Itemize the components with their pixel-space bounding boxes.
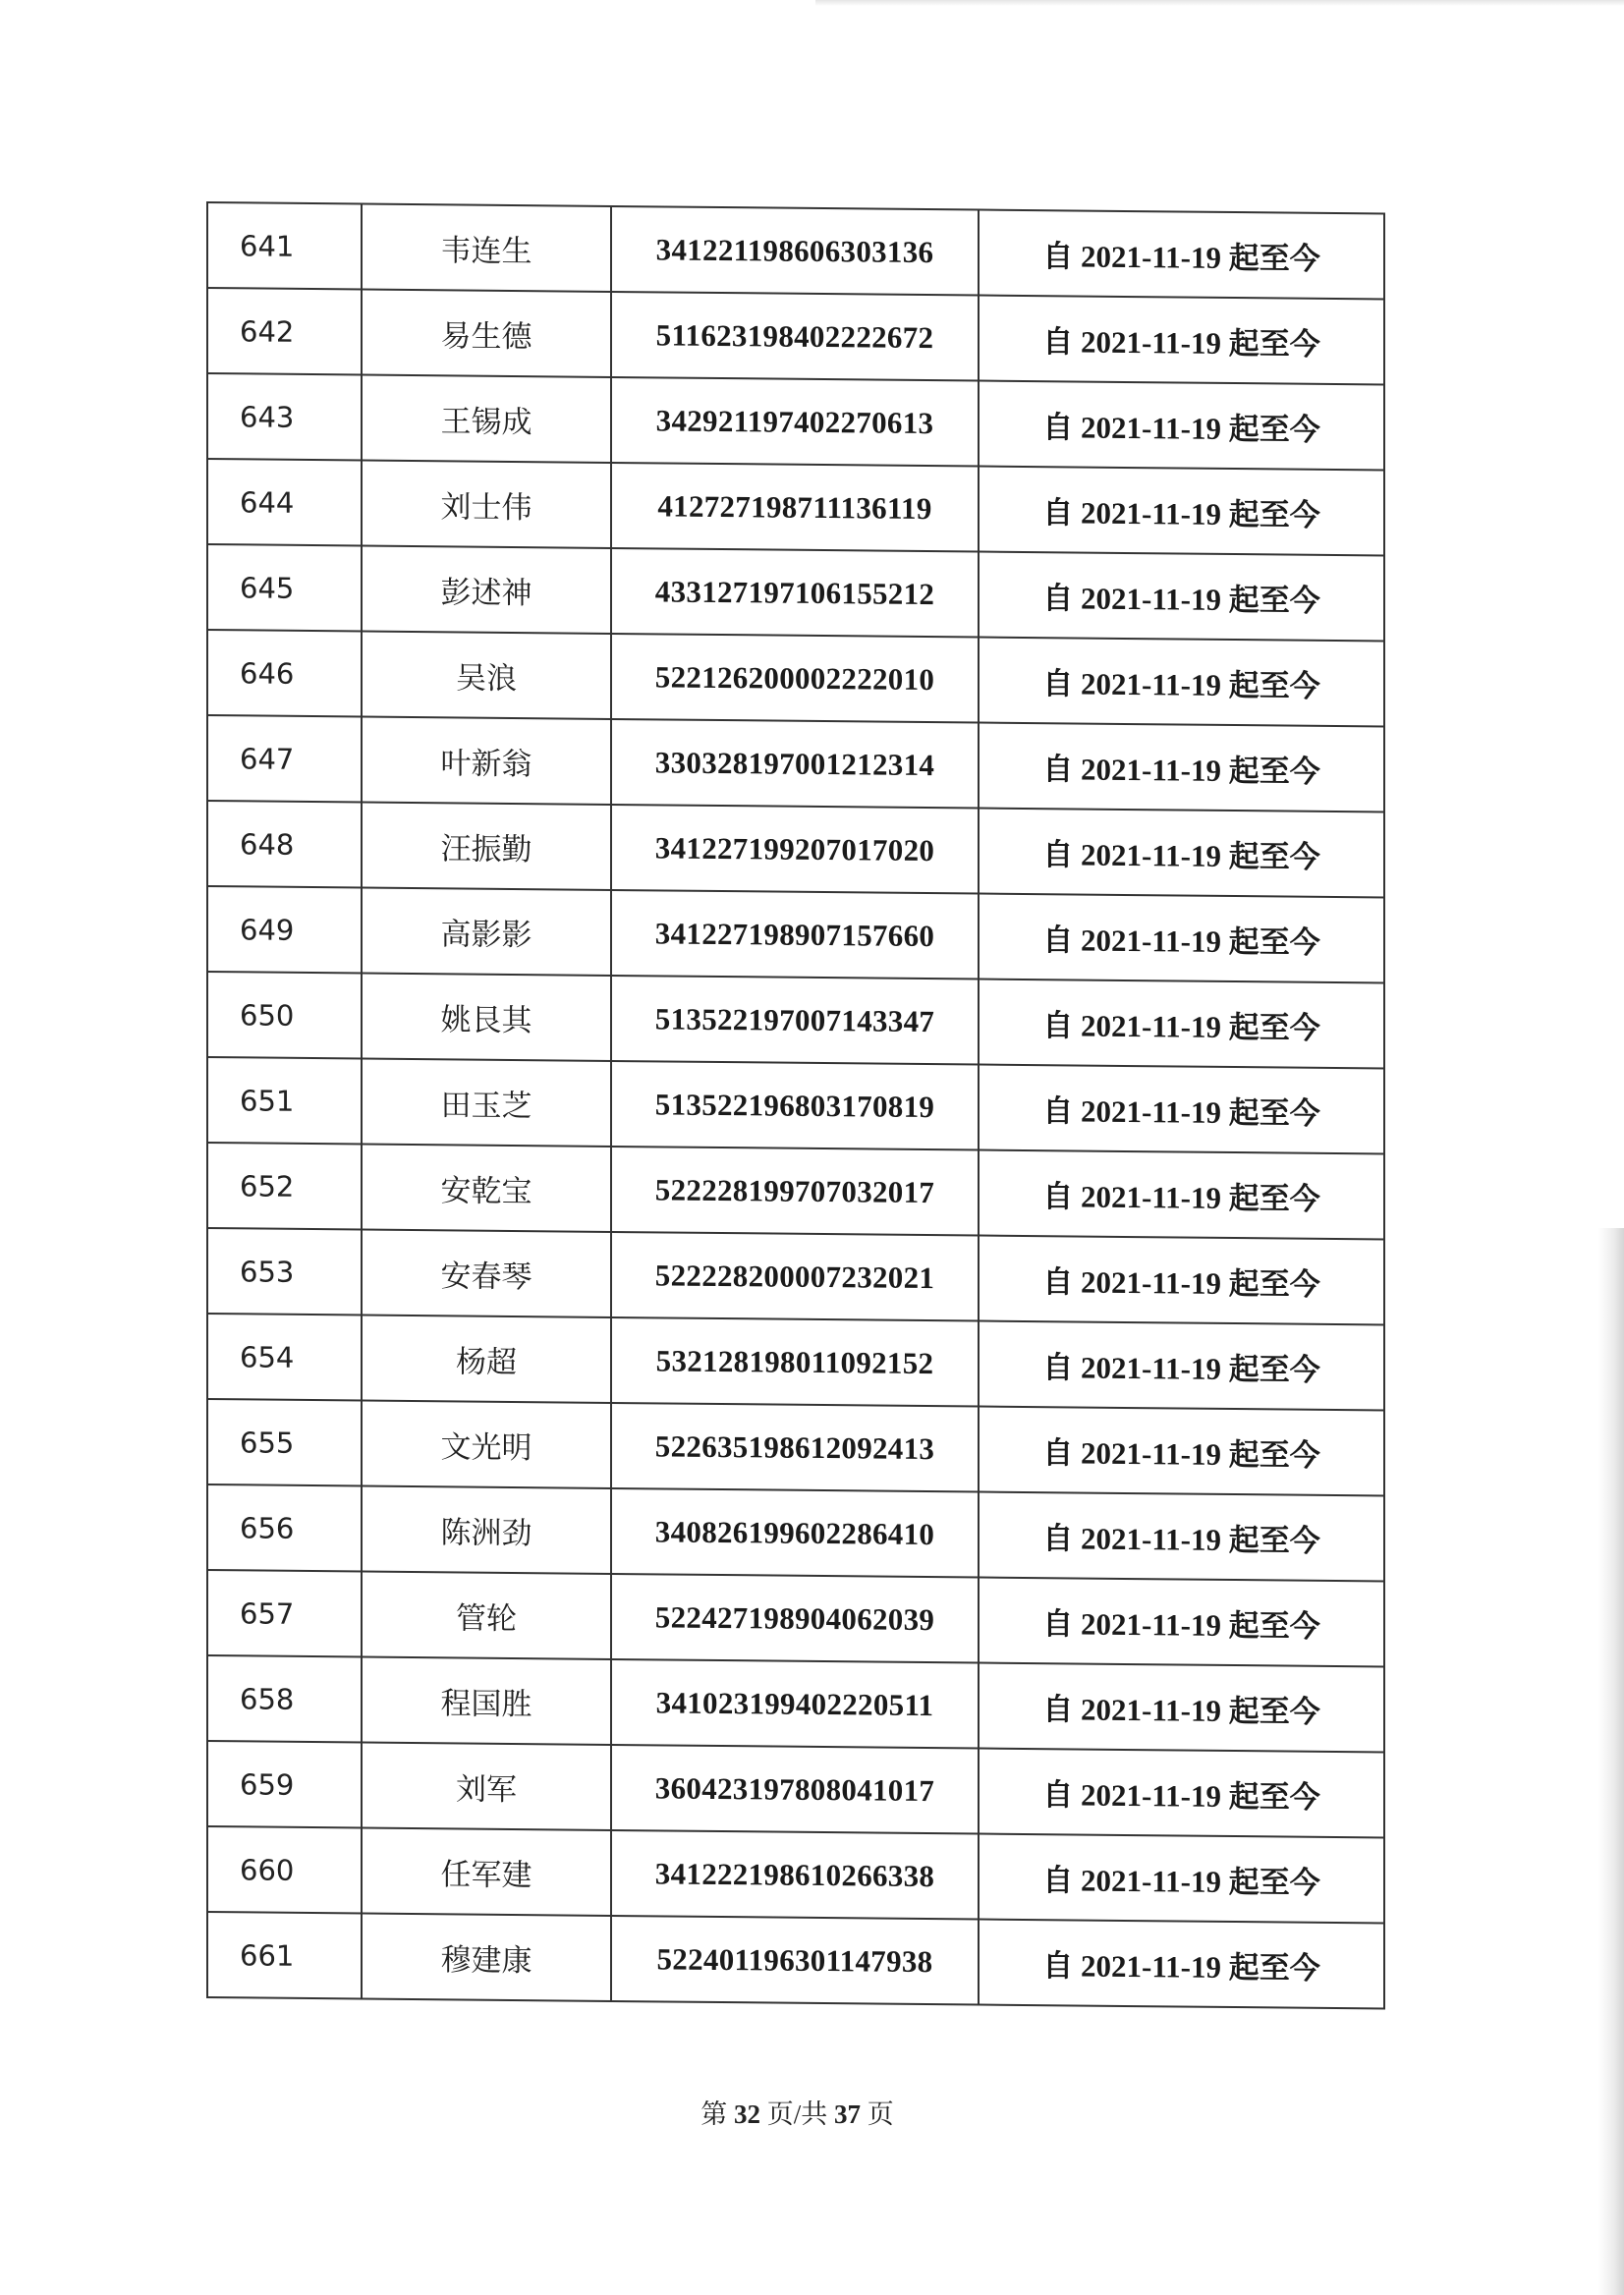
- table-row: [207, 1655, 1384, 1753]
- table-row: [207, 1057, 1384, 1154]
- person-name: 穆建康: [362, 1914, 611, 2001]
- validity-period: 自 2021-11-19 起至今: [979, 1407, 1384, 1496]
- table-row: [207, 972, 1384, 1069]
- person-name: 任军建: [362, 1828, 611, 1916]
- person-name: 彭述神: [362, 546, 611, 634]
- table-row: [207, 715, 1384, 812]
- current-page-number: 32: [733, 2099, 760, 2129]
- validity-period: 自 2021-11-19 起至今: [979, 1834, 1384, 1924]
- row-index: 644: [207, 459, 362, 546]
- person-name: 安乾宝: [362, 1145, 611, 1232]
- person-name: 高影影: [362, 888, 611, 976]
- page-footer: [0, 2093, 1609, 2131]
- row-index: 654: [207, 1314, 362, 1401]
- row-index: 657: [207, 1570, 362, 1657]
- record-table-body: [207, 202, 1384, 2009]
- validity-period: 自 2021-11-19 起至今: [979, 552, 1384, 642]
- id-number: 341221198606303136: [611, 206, 979, 296]
- person-name: 易生德: [362, 290, 611, 377]
- validity-period: 自 2021-11-19 起至今: [979, 1150, 1384, 1240]
- validity-period: 自 2021-11-19 起至今: [979, 1749, 1384, 1838]
- footer-middle: 页/共: [759, 2099, 834, 2129]
- footer-suffix: 页: [861, 2099, 894, 2129]
- table-row: [207, 1912, 1384, 2009]
- validity-period: 自 2021-11-19 起至今: [979, 723, 1384, 812]
- id-number: 412727198711136119: [611, 463, 979, 552]
- row-index: 651: [207, 1057, 362, 1145]
- id-number: 522427198904062039: [611, 1574, 979, 1663]
- row-index: 660: [207, 1826, 362, 1914]
- table-row: [207, 1484, 1384, 1582]
- table-row: [207, 886, 1384, 983]
- row-index: 648: [207, 801, 362, 888]
- person-name: 文光明: [362, 1401, 611, 1488]
- person-name: 汪振勤: [362, 803, 611, 890]
- row-index: 649: [207, 886, 362, 974]
- id-number: 522635198612092413: [611, 1403, 979, 1492]
- row-index: 652: [207, 1143, 362, 1230]
- person-name: 刘士伟: [362, 461, 611, 548]
- person-name: 韦连生: [362, 204, 611, 292]
- person-name: 王锡成: [362, 375, 611, 463]
- row-index: 645: [207, 544, 362, 632]
- table-row: [207, 1570, 1384, 1667]
- id-number: 522401196301147938: [611, 1916, 979, 2005]
- person-name: 杨超: [362, 1315, 611, 1403]
- id-number: 532128198011092152: [611, 1317, 979, 1407]
- id-number: 341227199207017020: [611, 805, 979, 894]
- person-name: 管轮: [362, 1572, 611, 1659]
- table-row: [207, 801, 1384, 898]
- validity-period: 自 2021-11-19 起至今: [979, 1663, 1384, 1753]
- person-name: 吴浪: [362, 632, 611, 719]
- person-name: 田玉芝: [362, 1059, 611, 1147]
- validity-period: 自 2021-11-19 起至今: [979, 809, 1384, 898]
- row-index: 656: [207, 1484, 362, 1572]
- id-number: 340826199602286410: [611, 1488, 979, 1578]
- person-name: 姚艮其: [362, 974, 611, 1061]
- row-index: 641: [207, 202, 362, 290]
- scan-right-edge-shadow: [1598, 1228, 1624, 2295]
- validity-period: 自 2021-11-19 起至今: [979, 381, 1384, 471]
- row-index: 653: [207, 1228, 362, 1315]
- id-number: 341023199402220511: [611, 1659, 979, 1749]
- table-row: [207, 630, 1384, 727]
- id-number: 433127197106155212: [611, 548, 979, 638]
- table-row: [207, 1399, 1384, 1496]
- validity-period: 自 2021-11-19 起至今: [979, 1920, 1384, 2009]
- record-table: [206, 201, 1385, 2010]
- row-index: 643: [207, 373, 362, 461]
- row-index: 646: [207, 630, 362, 717]
- row-index: 658: [207, 1655, 362, 1743]
- table-row: [207, 1741, 1384, 1838]
- validity-period: 自 2021-11-19 起至今: [979, 467, 1384, 556]
- validity-period: 自 2021-11-19 起至今: [979, 296, 1384, 385]
- id-number: 522126200002222010: [611, 634, 979, 723]
- total-pages-number: 37: [834, 2099, 861, 2129]
- footer-prefix: 第: [700, 2099, 734, 2129]
- person-name: 程国胜: [362, 1657, 611, 1745]
- id-number: 342921197402270613: [611, 377, 979, 467]
- table-row: [207, 1143, 1384, 1240]
- table-row: [207, 544, 1384, 642]
- validity-period: 自 2021-11-19 起至今: [979, 1321, 1384, 1411]
- row-index: 647: [207, 715, 362, 803]
- validity-period: 自 2021-11-19 起至今: [979, 210, 1384, 300]
- validity-period: 自 2021-11-19 起至今: [979, 1236, 1384, 1325]
- id-number: 522228199707032017: [611, 1147, 979, 1236]
- row-index: 661: [207, 1912, 362, 1999]
- table-row: [207, 373, 1384, 471]
- id-number: 513522197007143347: [611, 976, 979, 1065]
- validity-period: 自 2021-11-19 起至今: [979, 1492, 1384, 1582]
- row-index: 650: [207, 972, 362, 1059]
- validity-period: 自 2021-11-19 起至今: [979, 980, 1384, 1069]
- row-index: 655: [207, 1399, 362, 1486]
- table-row: [207, 1314, 1384, 1411]
- id-number: 522228200007232021: [611, 1232, 979, 1321]
- id-number: 341222198610266338: [611, 1830, 979, 1920]
- validity-period: 自 2021-11-19 起至今: [979, 1065, 1384, 1154]
- record-table-container: [206, 201, 1385, 2010]
- table-row: [207, 1826, 1384, 1924]
- scan-top-edge: [815, 0, 1624, 6]
- validity-period: 自 2021-11-19 起至今: [979, 894, 1384, 983]
- person-name: 安春琴: [362, 1230, 611, 1317]
- row-index: 659: [207, 1741, 362, 1828]
- id-number: 341227198907157660: [611, 890, 979, 980]
- row-index: 642: [207, 288, 362, 375]
- id-number: 513522196803170819: [611, 1061, 979, 1150]
- validity-period: 自 2021-11-19 起至今: [979, 638, 1384, 727]
- table-row: [207, 1228, 1384, 1325]
- person-name: 叶新翁: [362, 717, 611, 805]
- table-row: [207, 459, 1384, 556]
- id-number: 511623198402222672: [611, 292, 979, 381]
- id-number: 330328197001212314: [611, 719, 979, 809]
- validity-period: 自 2021-11-19 起至今: [979, 1578, 1384, 1667]
- table-row: [207, 202, 1384, 300]
- table-row: [207, 288, 1384, 385]
- id-number: 360423197808041017: [611, 1745, 979, 1834]
- person-name: 陈洲劲: [362, 1486, 611, 1574]
- person-name: 刘军: [362, 1743, 611, 1830]
